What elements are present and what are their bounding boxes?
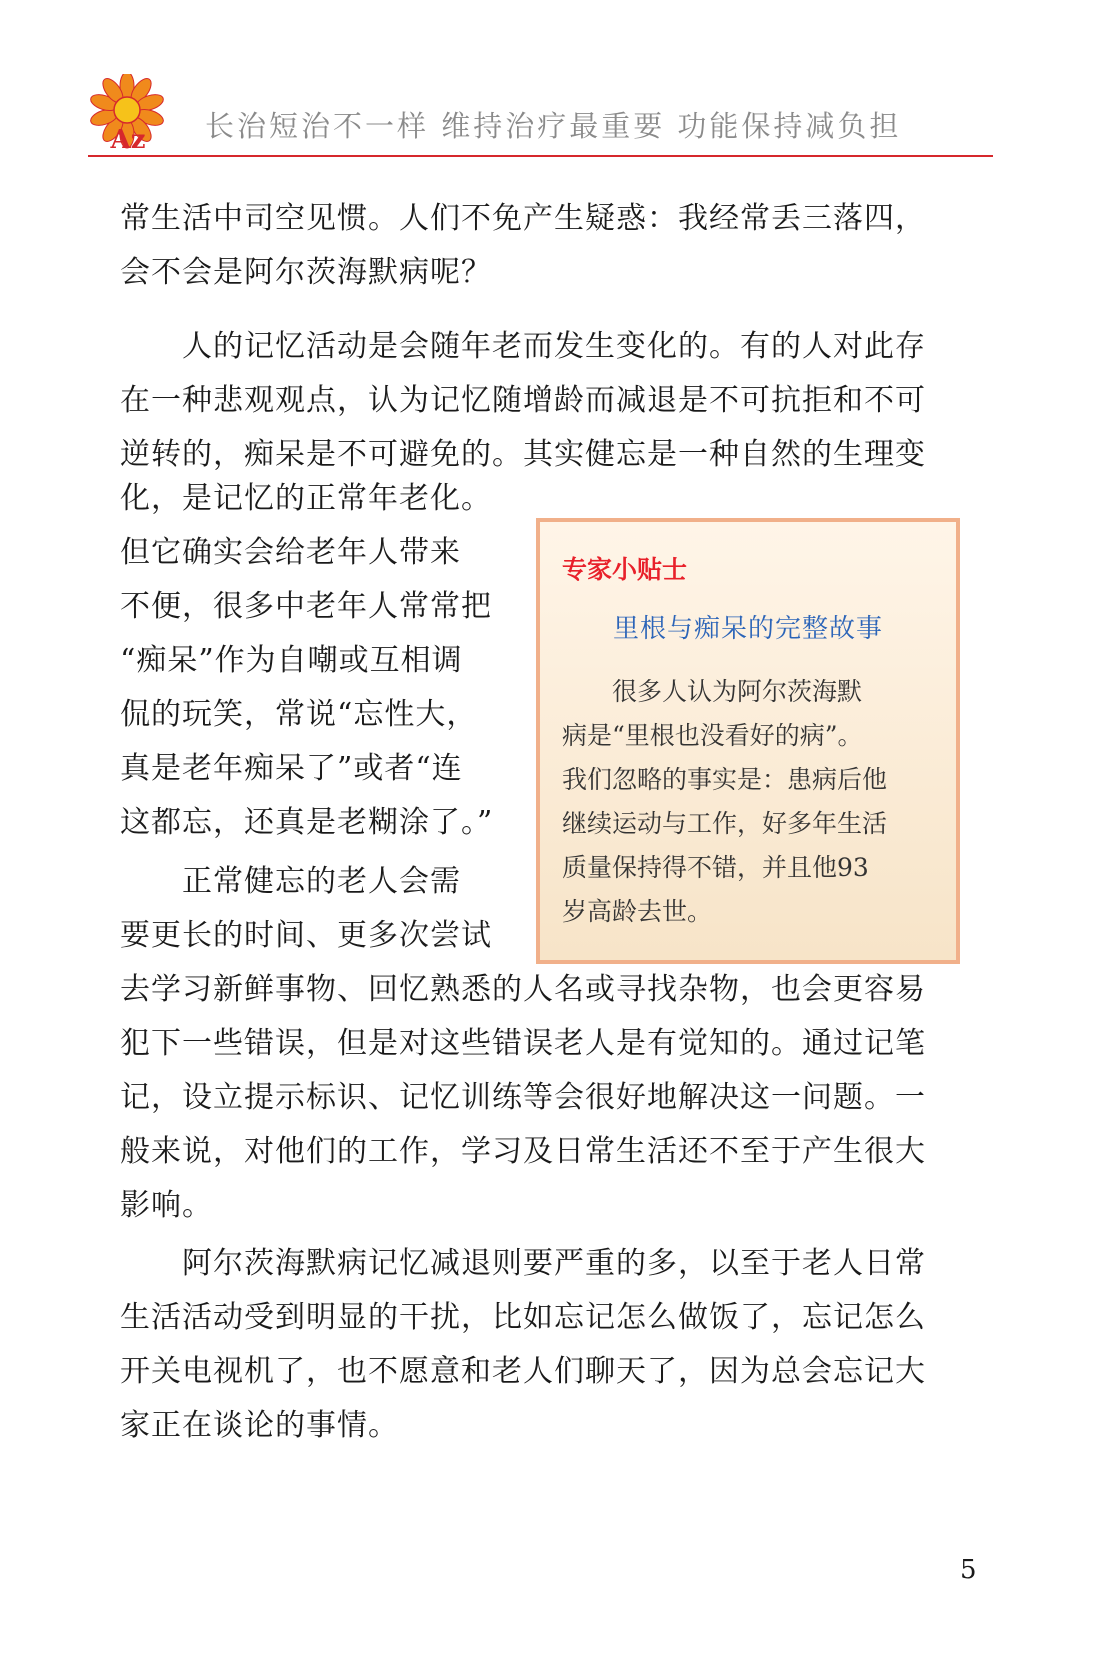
page-number: 5 (960, 1555, 977, 1585)
text-line: 不便，很多中老年人常常把 (120, 589, 492, 624)
paragraph-4-continued (120, 963, 985, 1233)
paragraph-3 (120, 472, 515, 850)
paragraph-1 (120, 192, 985, 300)
tip-line: 很多人认为阿尔茨海默 (562, 677, 863, 706)
logo-text: Az (110, 125, 146, 152)
text-line: 般来说，对他们的工作，学习及日常生活还不至于产生很大 (120, 1134, 926, 1169)
text-line: 阿尔茨海默病记忆减退则要严重的多，以至于老人日常 (120, 1246, 926, 1281)
text-line: 正常健忘的老人会需 (120, 864, 461, 899)
tip-line: 岁高龄去世。 (562, 897, 713, 926)
flower-logo-icon (88, 74, 166, 152)
text-line: 要更长的时间、更多次尝试 (120, 918, 492, 953)
text-line: 在一种悲观观点，认为记忆随增龄而减退是不可抗拒和不可 (120, 383, 926, 418)
text-line: 家正在谈论的事情。 (120, 1408, 399, 1443)
text-line: 侃的玩笑，常说“忘性大， (120, 697, 478, 732)
tip-line: 质量保持得不错，并且他93 (562, 853, 869, 882)
text-line: 犯下一些错误，但是对这些错误老人是有觉知的。通过记笔 (120, 1026, 926, 1061)
text-line: 记，设立提示标识、记忆训练等会很好地解决这一问题。一 (120, 1080, 926, 1115)
running-header-title: 长治短治不一样 维持治疗最重要 功能保持减负担 (205, 109, 902, 143)
text-line: 开关电视机了，也不愿意和老人们聊天了，因为总会忘记大 (120, 1354, 926, 1389)
paragraph-5 (120, 1237, 985, 1453)
text-line: 影响。 (120, 1188, 213, 1223)
text-line: 这都忘，还真是老糊涂了。” (120, 805, 494, 840)
tip-title: 里根与痴呆的完整故事 (612, 614, 883, 644)
expert-tip-box (536, 518, 960, 964)
text-line: 人的记忆活动是会随年老而发生变化的。有的人对此存 (120, 329, 926, 364)
text-line: 真是老年痴呆了”或者“连 (120, 751, 463, 786)
text-line: 化，是记忆的正常年老化。 (120, 481, 492, 516)
text-line: “痴呆”作为自嘲或互相调 (120, 643, 463, 678)
paragraph-4-start (120, 855, 515, 963)
text-line: 常生活中司空见惯。人们不免产生疑惑：我经常丢三落四， (120, 201, 926, 236)
header-divider (88, 155, 993, 157)
tip-body (562, 670, 942, 934)
paragraph-2 (120, 320, 985, 482)
text-line: 生活活动受到明显的干扰，比如忘记怎么做饭了，忘记怎么 (120, 1300, 926, 1335)
text-line: 但它确实会给老年人带来 (120, 535, 461, 570)
tip-line: 我们忽略的事实是：患病后他 (562, 765, 888, 794)
text-line: 去学习新鲜事物、回忆熟悉的人名或寻找杂物，也会更容易 (120, 972, 926, 1007)
text-line: 逆转的，痴呆是不可避免的。其实健忘是一种自然的生理变 (120, 437, 926, 472)
text-line: 会不会是阿尔茨海默病呢？ (120, 255, 492, 290)
tip-label: 专家小贴士 (562, 555, 688, 584)
tip-line: 继续运动与工作，好多年生活 (562, 809, 888, 838)
tip-line: 病是“里根也没看好的病”。 (562, 721, 863, 750)
